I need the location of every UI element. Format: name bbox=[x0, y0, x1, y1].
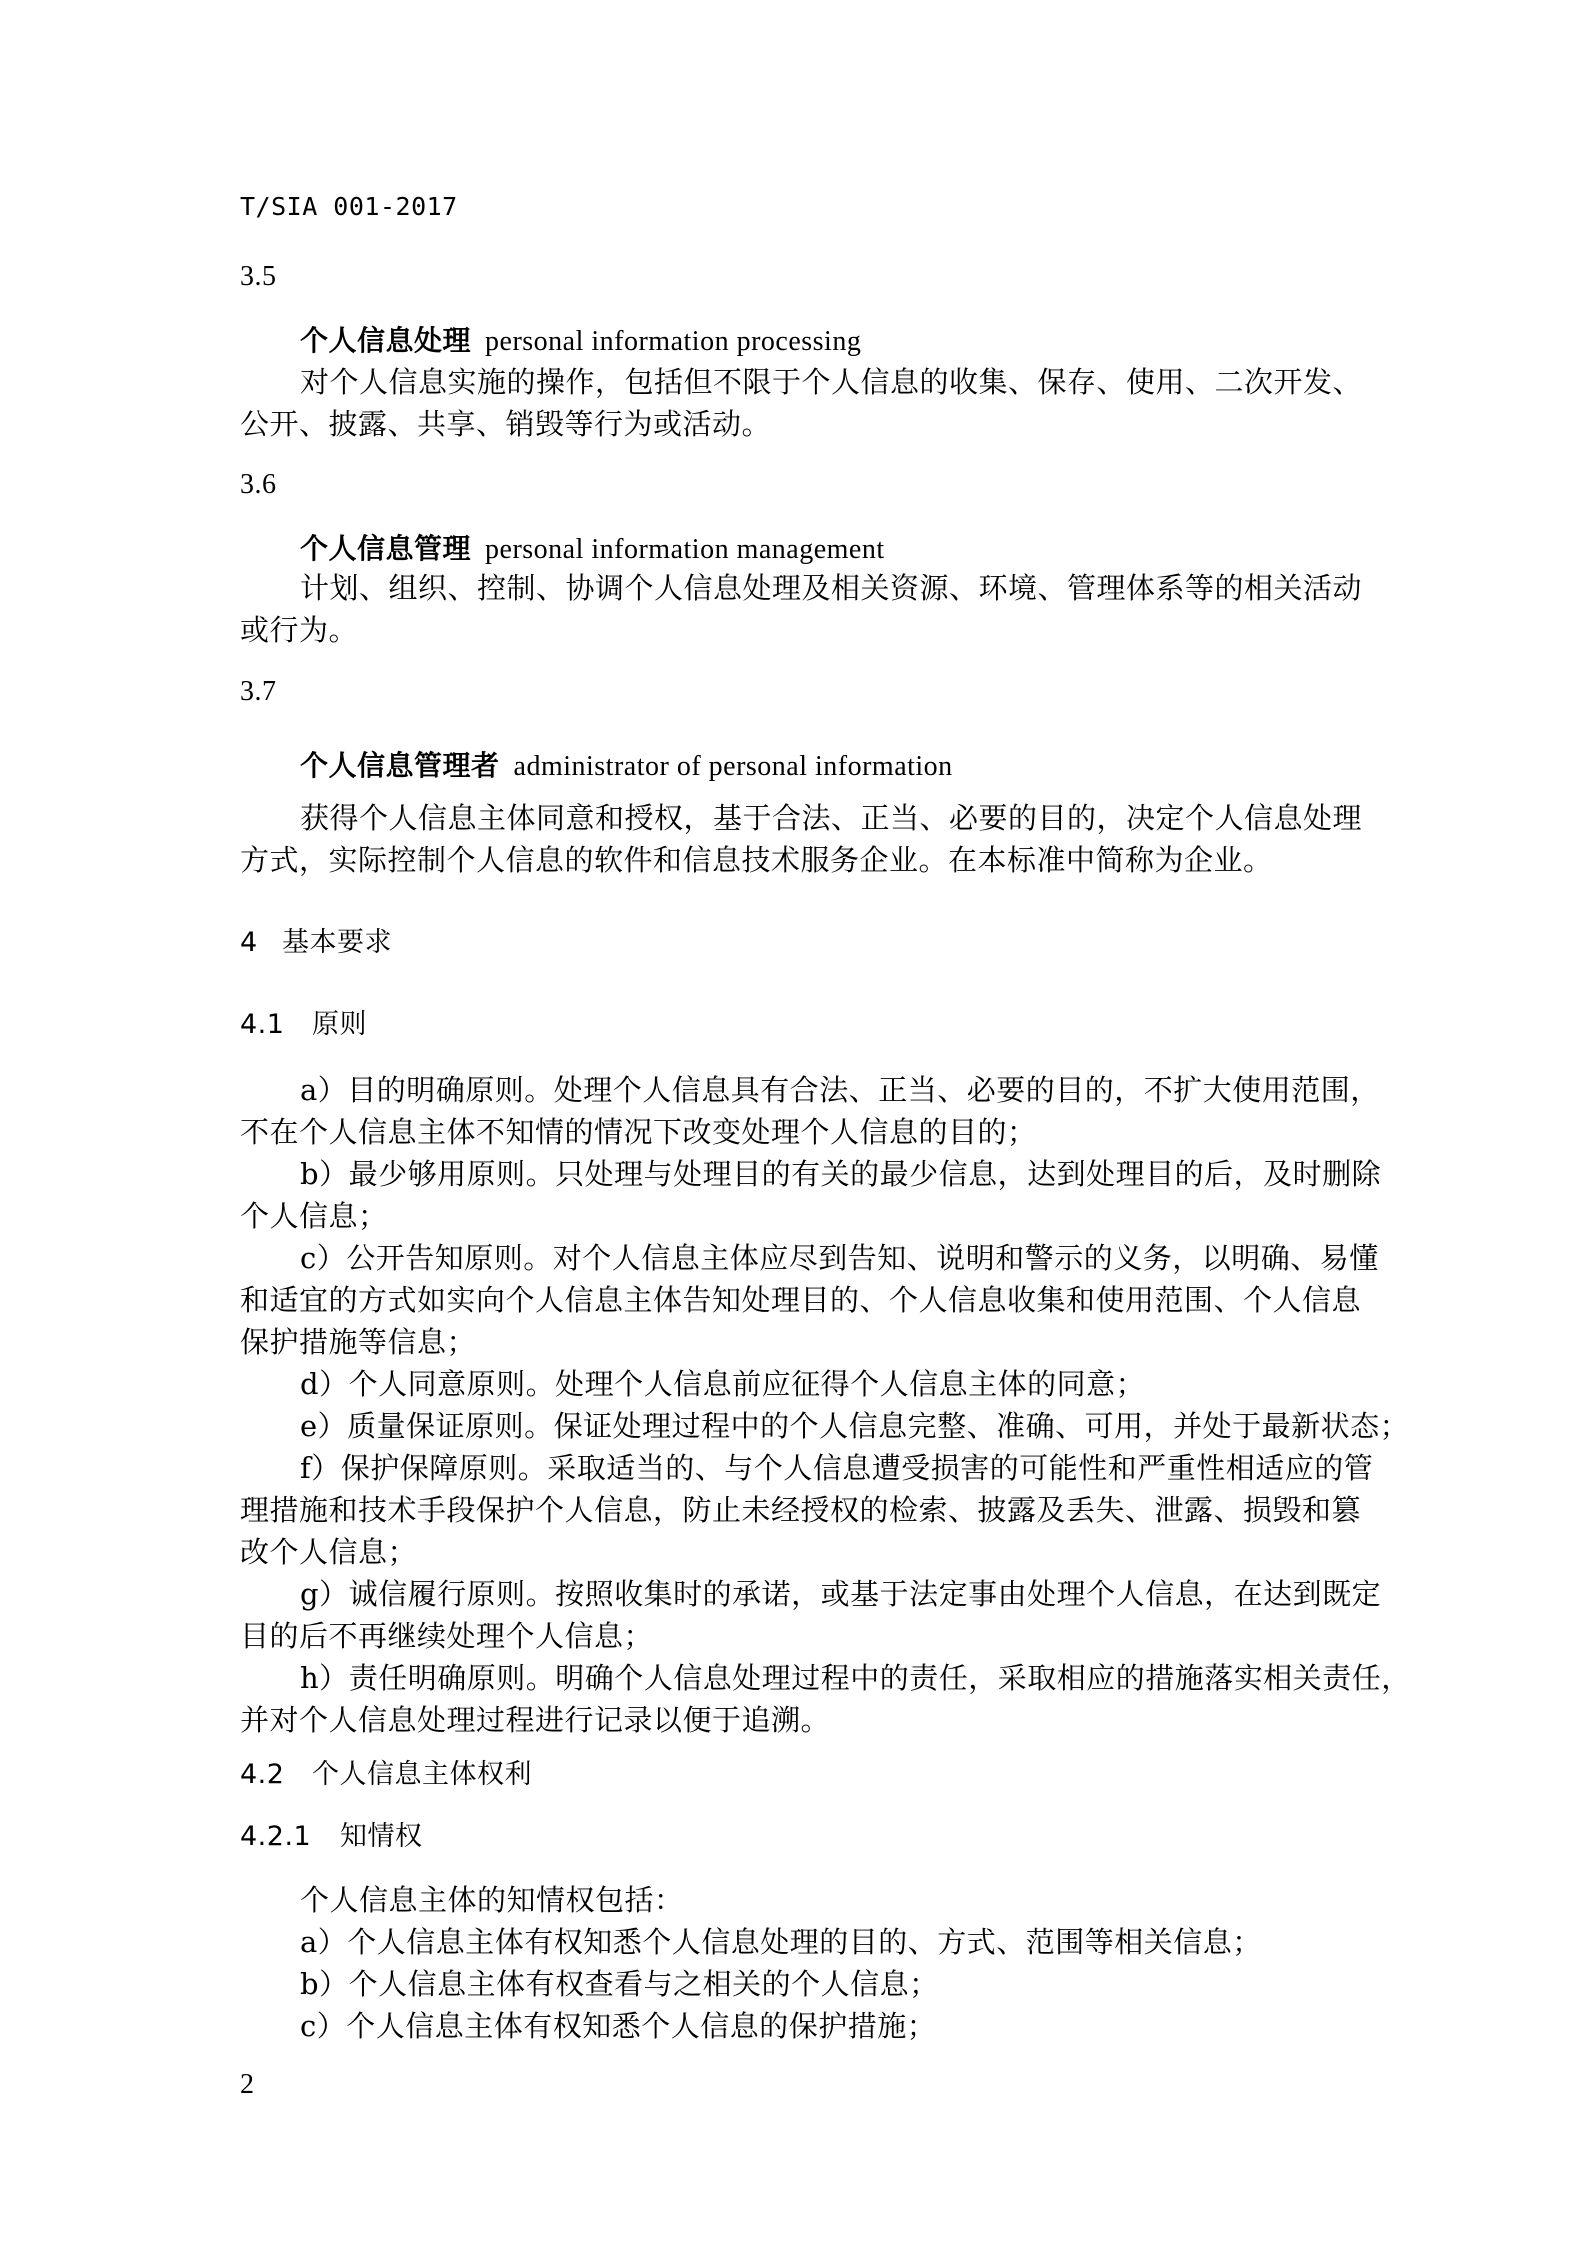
principle-item-f bbox=[300, 1447, 1373, 1489]
item-text: 责任明确原则。明确个人信息处理过程中的责任，采取相应的措施落实相关责任， bbox=[348, 1661, 1411, 1695]
item-label: d） bbox=[300, 1367, 349, 1401]
item-label: e） bbox=[300, 1409, 348, 1443]
item-text: 个人信息主体有权知悉个人信息处理的目的、方式、范围等相关信息； bbox=[347, 1925, 1262, 1959]
principle-item-f-cont: 改个人信息； bbox=[240, 1535, 418, 1569]
definition-line: 对个人信息实施的操作，包括但不限于个人信息的收集、保存、使用、二次开发、 bbox=[300, 365, 1363, 399]
principle-item-e bbox=[300, 1405, 1409, 1447]
definition-line: 计划、组织、控制、协调个人信息处理及相关资源、环境、管理体系等的相关活动 bbox=[300, 571, 1363, 605]
principle-item-f-cont: 理措施和技术手段保护个人信息，防止未经授权的检索、披露及丢失、泄露、损毁和篡 bbox=[240, 1493, 1362, 1527]
right-item-c bbox=[300, 2005, 936, 2047]
term-english: personal information management bbox=[485, 534, 885, 565]
item-label: b） bbox=[300, 1157, 349, 1191]
principle-item-c-cont: 保护措施等信息； bbox=[240, 1325, 477, 1359]
section-title: 原则 bbox=[312, 1009, 367, 1040]
principle-item-d bbox=[300, 1363, 1145, 1405]
item-label: c） bbox=[300, 1241, 347, 1275]
term-english: administrator of personal information bbox=[513, 751, 953, 782]
term-3-7 bbox=[300, 744, 953, 786]
term-english: personal information processing bbox=[485, 326, 862, 357]
item-text: 个人信息主体有权查看与之相关的个人信息； bbox=[348, 1967, 939, 2001]
right-item-b bbox=[300, 1963, 939, 2005]
section-number: 4.2.1 bbox=[240, 1821, 312, 1852]
section-title: 知情权 bbox=[340, 1821, 423, 1852]
right-to-know-intro: 个人信息主体的知情权包括： bbox=[300, 1883, 684, 1917]
item-label: c） bbox=[300, 2009, 347, 2043]
document-code-header: T/SIA 001-2017 bbox=[240, 192, 458, 221]
principle-item-g bbox=[300, 1573, 1381, 1615]
clause-number-3-6: 3.6 bbox=[240, 469, 277, 500]
section-number: 4.2 bbox=[240, 1759, 285, 1790]
principle-item-b-cont: 个人信息； bbox=[240, 1199, 388, 1233]
item-text: 公开告知原则。对个人信息主体应尽到告知、说明和警示的义务，以明确、易懂 bbox=[346, 1241, 1379, 1275]
principle-item-a-cont: 不在个人信息主体不知情的情况下改变处理个人信息的目的； bbox=[240, 1115, 1037, 1149]
principle-item-b bbox=[300, 1153, 1381, 1195]
definition-line: 方式，实际控制个人信息的软件和信息技术服务企业。在本标准中简称为企业。 bbox=[240, 843, 1273, 877]
section-heading-4-2 bbox=[240, 1754, 532, 1796]
item-label: a） bbox=[300, 1073, 348, 1107]
section-heading-4 bbox=[240, 922, 392, 964]
section-title: 个人信息主体权利 bbox=[312, 1759, 532, 1790]
principle-item-h-cont: 并对个人信息处理过程进行记录以便于追溯。 bbox=[240, 1703, 831, 1737]
item-text: 个人信息主体有权知悉个人信息的保护措施； bbox=[346, 2009, 937, 2043]
definition-line: 公开、披露、共享、销毁等行为或活动。 bbox=[240, 407, 772, 441]
item-label: f） bbox=[300, 1451, 341, 1485]
item-label: b） bbox=[300, 1967, 349, 2001]
section-heading-4-2-1 bbox=[240, 1816, 423, 1858]
principle-item-g-cont: 目的后不再继续处理个人信息； bbox=[240, 1619, 654, 1653]
item-text: 目的明确原则。处理个人信息具有合法、正当、必要的目的，不扩大使用范围， bbox=[347, 1073, 1380, 1107]
principle-item-a bbox=[300, 1069, 1380, 1111]
clause-number-3-7: 3.7 bbox=[240, 676, 277, 707]
term-3-6 bbox=[300, 527, 885, 569]
item-label: g） bbox=[300, 1577, 349, 1611]
section-number: 4.1 bbox=[240, 1009, 285, 1040]
principle-item-c-cont: 和适宜的方式如实向个人信息主体告知处理目的、个人信息收集和使用范围、个人信息 bbox=[240, 1283, 1362, 1317]
clause-number-3-5: 3.5 bbox=[240, 261, 277, 292]
definition-line: 获得个人信息主体同意和授权，基于合法、正当、必要的目的，决定个人信息处理 bbox=[300, 801, 1363, 835]
item-text: 保护保障原则。采取适当的、与个人信息遭受损害的可能性和严重性相适应的管 bbox=[340, 1451, 1374, 1485]
item-text: 诚信履行原则。按照收集时的承诺，或基于法定事由处理个人信息，在达到既定 bbox=[348, 1577, 1382, 1611]
section-title: 基本要求 bbox=[282, 927, 392, 958]
definition-line: 或行为。 bbox=[240, 613, 359, 647]
page-number: 2 bbox=[240, 2069, 255, 2100]
term-3-5 bbox=[300, 319, 861, 361]
term-chinese: 个人信息处理 bbox=[300, 324, 472, 357]
item-text: 个人同意原则。处理个人信息前应征得个人信息主体的同意； bbox=[348, 1367, 1146, 1401]
principle-item-c bbox=[300, 1237, 1379, 1279]
item-text: 最少够用原则。只处理与处理目的有关的最少信息，达到处理目的后，及时删除 bbox=[348, 1157, 1382, 1191]
term-chinese: 个人信息管理 bbox=[300, 532, 472, 565]
item-label: a） bbox=[300, 1925, 348, 1959]
principle-item-h bbox=[300, 1657, 1411, 1699]
section-number: 4 bbox=[240, 927, 258, 958]
right-item-a bbox=[300, 1921, 1262, 1963]
item-text: 质量保证原则。保证处理过程中的个人信息完整、准确、可用，并处于最新状态； bbox=[347, 1409, 1410, 1443]
section-heading-4-1 bbox=[240, 1004, 367, 1046]
term-chinese: 个人信息管理者 bbox=[300, 749, 500, 782]
item-label: h） bbox=[300, 1661, 349, 1695]
